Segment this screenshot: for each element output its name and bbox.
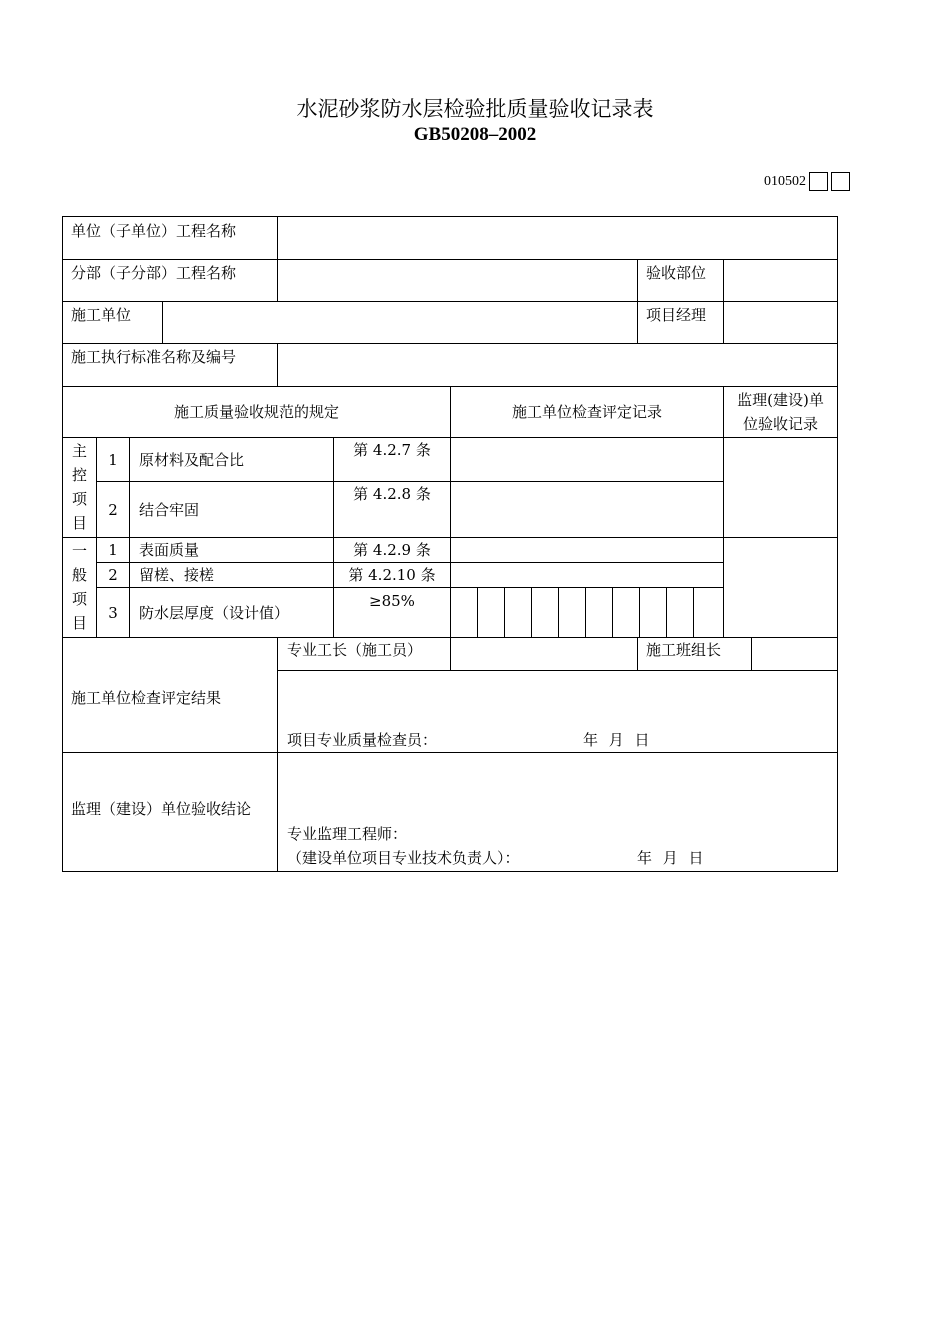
general-row-1-name: 表面质量 xyxy=(139,541,200,559)
main-row-1-no-cell xyxy=(96,437,130,482)
main-row-1-record[interactable] xyxy=(450,437,724,482)
acceptance-part-label: 验收部位 xyxy=(646,264,707,282)
form-title: 水泥砂浆防水层检验批质量验收记录表 xyxy=(296,97,654,121)
measure-cell[interactable] xyxy=(693,587,724,638)
standard-name-label-cell xyxy=(62,343,278,387)
general-row-2-name-cell xyxy=(129,562,334,588)
spec-header: 施工质量验收规范的规定 xyxy=(173,403,339,421)
measure-cell[interactable] xyxy=(666,587,694,638)
general-row-3-no-cell xyxy=(96,587,130,638)
unit-project-label: 单位（子单位）工程名称 xyxy=(71,222,237,240)
foreman-label-cell xyxy=(277,637,451,671)
supervision-result-label: 监理（建设）单位验收结论 xyxy=(71,800,252,818)
engineer-label: 专业监理工程师： xyxy=(287,825,408,843)
main-row-2-clause: 第 4.2.8 条 xyxy=(353,485,431,503)
form-code-box-1[interactable] xyxy=(809,172,828,191)
main-row-1-name-cell xyxy=(129,437,334,482)
main-row-1-name: 原材料及配合比 xyxy=(139,451,245,469)
standard-name-input[interactable] xyxy=(277,343,838,387)
general-row-1-clause: 第 4.2.9 条 xyxy=(353,541,431,559)
team-leader-input[interactable] xyxy=(751,637,838,671)
general-cat-char-3: 项 xyxy=(72,590,88,608)
project-manager-label-cell xyxy=(637,301,724,344)
general-row-1-record[interactable] xyxy=(450,537,724,563)
general-row-2-no-cell xyxy=(96,562,130,588)
general-row-3-name: 防水层厚度（设计值） xyxy=(139,604,290,622)
supervision-result-label-cell xyxy=(62,752,278,872)
form-code xyxy=(764,172,850,191)
main-cat-char-3: 项 xyxy=(72,490,88,508)
team-leader-label-cell xyxy=(637,637,752,671)
foreman-label: 专业工长（施工员） xyxy=(287,641,423,659)
construction-unit-label: 施工单位 xyxy=(71,306,132,324)
construction-result-body[interactable] xyxy=(277,670,838,753)
main-row-2-no: 2 xyxy=(108,501,118,519)
main-row-2-no-cell xyxy=(96,481,130,538)
main-items-supervisor[interactable] xyxy=(723,437,838,538)
general-row-2-clause-cell xyxy=(333,562,451,588)
general-row-3-clause: ≥85% xyxy=(369,592,415,610)
project-manager-input[interactable] xyxy=(723,301,838,344)
measure-cell[interactable] xyxy=(558,587,586,638)
unit-project-input[interactable] xyxy=(277,216,838,260)
main-cat-char-1: 主 xyxy=(72,442,88,460)
record-header: 施工单位检查评定记录 xyxy=(511,403,662,421)
form-code-box-2[interactable] xyxy=(831,172,850,191)
spec-header-cell xyxy=(62,386,451,438)
team-leader-label: 施工班组长 xyxy=(646,641,722,659)
general-row-3-name-cell xyxy=(129,587,334,638)
sub-project-label-cell xyxy=(62,259,278,302)
measure-cell[interactable] xyxy=(450,587,478,638)
general-items-category xyxy=(62,537,97,638)
measure-cell[interactable] xyxy=(612,587,640,638)
form-code-number: 010502 xyxy=(764,173,806,189)
construction-unit-input[interactable] xyxy=(162,301,638,344)
general-row-2-name: 留槎、接槎 xyxy=(139,566,215,584)
construction-unit-label-cell xyxy=(62,301,163,344)
general-row-2-record[interactable] xyxy=(450,562,724,588)
acceptance-part-input[interactable] xyxy=(723,259,838,302)
measure-cell[interactable] xyxy=(585,587,613,638)
general-cat-char-4: 目 xyxy=(72,614,88,632)
owner-label: （建设单位项目专业技术负责人）： xyxy=(287,849,520,867)
general-row-2-clause: 第 4.2.10 条 xyxy=(348,566,436,584)
supervisor-header-line1: 监理(建设)单 xyxy=(737,391,824,409)
project-manager-label: 项目经理 xyxy=(646,306,707,324)
measure-cell[interactable] xyxy=(639,587,667,638)
supervision-date: 年 月 日 xyxy=(637,849,704,867)
measure-cell[interactable] xyxy=(531,587,559,638)
inspector-label: 项目专业质量检查员： xyxy=(287,731,438,749)
foreman-input[interactable] xyxy=(450,637,638,671)
acceptance-part-label-cell xyxy=(637,259,724,302)
construction-result-label: 施工单位检查评定结果 xyxy=(71,689,222,707)
main-row-1-clause: 第 4.2.7 条 xyxy=(353,441,431,459)
main-items-category xyxy=(62,437,97,538)
general-row-1-clause-cell xyxy=(333,537,451,563)
general-row-3-clause-cell xyxy=(333,587,451,638)
main-cat-char-4: 目 xyxy=(72,514,88,532)
main-row-2-record[interactable] xyxy=(450,481,724,538)
general-row-1-name-cell xyxy=(129,537,334,563)
main-cat-char-2: 控 xyxy=(72,466,88,484)
general-cat-char-1: 一 xyxy=(72,542,88,560)
general-cat-char-2: 般 xyxy=(72,566,88,584)
general-row-2-no: 2 xyxy=(108,566,118,584)
supervisor-header-cell xyxy=(723,386,838,438)
sub-project-label: 分部（子分部）工程名称 xyxy=(71,264,237,282)
construction-date: 年 月 日 xyxy=(583,731,650,749)
main-row-1-no: 1 xyxy=(108,451,118,469)
unit-project-label-cell xyxy=(62,216,278,260)
general-items-supervisor[interactable] xyxy=(723,537,838,638)
measure-cell[interactable] xyxy=(477,587,505,638)
sub-project-input[interactable] xyxy=(277,259,638,302)
standard-name-label: 施工执行标准名称及编号 xyxy=(71,348,237,366)
main-row-1-clause-cell xyxy=(333,437,451,482)
general-row-1-no-cell xyxy=(96,537,130,563)
construction-result-label-cell xyxy=(62,637,278,753)
main-row-2-name: 结合牢固 xyxy=(139,501,200,519)
general-row-1-no: 1 xyxy=(108,541,118,559)
main-row-2-name-cell xyxy=(129,481,334,538)
main-row-2-clause-cell xyxy=(333,481,451,538)
supervisor-header-line2: 位验收记录 xyxy=(742,415,818,433)
general-row-3-no: 3 xyxy=(108,604,118,622)
record-header-cell xyxy=(450,386,724,438)
measure-cell[interactable] xyxy=(504,587,532,638)
standard-code: GB50208‒2002 xyxy=(413,124,537,145)
supervision-result-body[interactable] xyxy=(277,752,838,872)
